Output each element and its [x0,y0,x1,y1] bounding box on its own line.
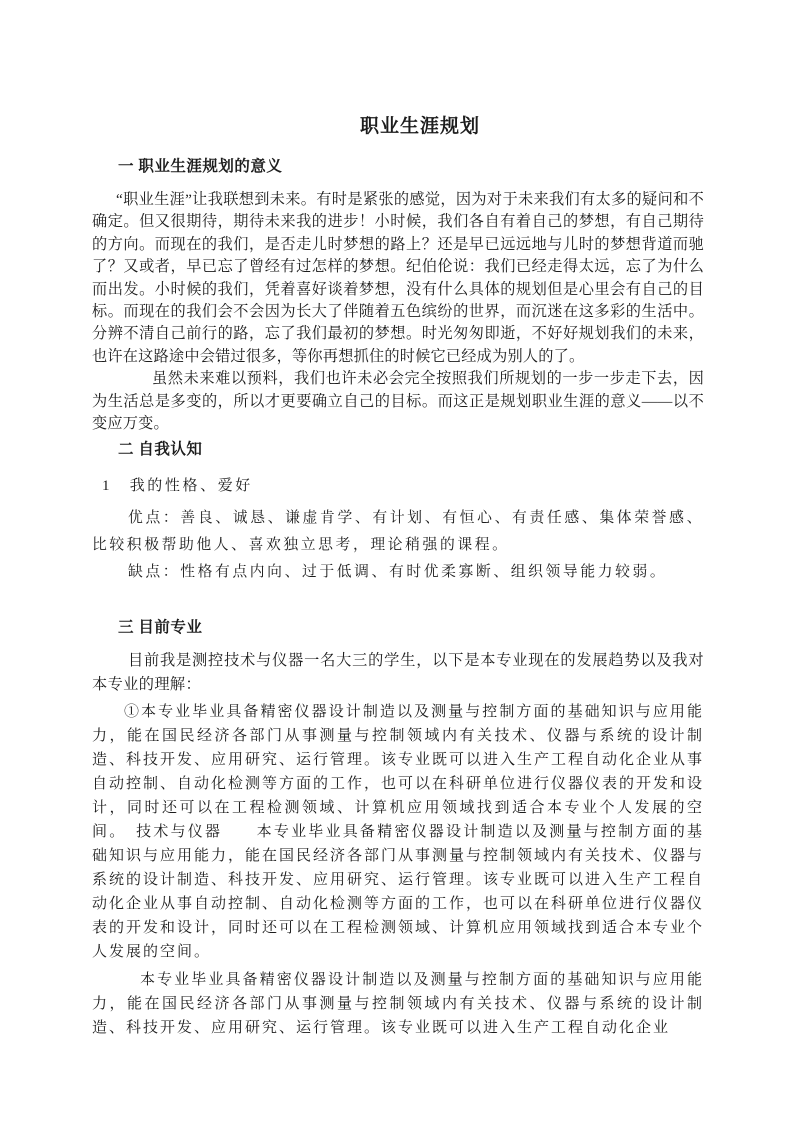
section-3-intro-paragraph: 目前我是测控技术与仪器一名大三的学生，以下是本专业现在的发展趋势以及我对本专业的理解： [92,652,704,694]
weaknesses-paragraph: 缺点：性格有点内向、过于低调、有时优柔寡断、组织领导能力较弱。 [128,564,668,581]
strengths-paragraph: 优点：善良、诚恳、谦虚肯学、有计划、有恒心、有责任感、集体荣誉感、比较积极帮助他人、喜欢独立思考，理论稍强的课程。 [92,510,704,554]
section-1-paragraph-2: 虽然未来难以预料，我们也许未必会完全按照我们所规划的一步一步走下去，因为生活总是多变的，所以才更要确立自己的目标。而这正是规划职业生涯的意义——以不变应万变。 [92,370,704,433]
section-2-heading: 二 自我认知 [118,441,203,459]
section-1-heading: 一 职业生涯规划的意义 [118,158,283,175]
section-3-closing-paragraph: 本专业毕业具备精密仪器设计制造以及测量与控制方面的基础知识与应用能力，能在国民经济各部门从事测量与控制领域内有关技术、仪器与系统的设计制造、科技开发、应用研究、运行管理。该专业既可以进入生产工程自动化企业 [92,972,704,1037]
section-3-item-1-paragraph: ①本专业毕业具备精密仪器设计制造以及测量与控制方面的基础知识与应用能力，能在国民经济各部门从事测量与控制领域内有关技术、仪器与系统的设计制造、科技开发、应用研究、运行管理。该专业既可以进入生产工程自动化企业从事自动控制、自动化检测等方面的工作，也可以在科研单位进行仪器仪表的开发和设计，同时还可以在工程检测领域、计算机应用领域找到适合本专业个人发展的空间。 技术与仪器 本专业毕业具备精密仪器设计制造以及测量与控制方面的基础知识与应用能力，能在国民经济各部门从事测量与控制领域内有关技术、仪器与系统的设计制造、科技开发、应用研究、运行管理。该专业既可以进入生产工程自动化企业从事自动控制、自动化检测等方面的工作，也可以在科研单位进行仪器仪表的开发和设计，同时还可以在工程检测领域、计算机应用领域找到适合本专业个人发展的空间。 [92,704,705,961]
document-title: 职业生涯规划 [359,116,480,137]
section-3-heading: 三 目前专业 [118,619,203,637]
section-1-paragraph-1: “职业生涯”让我联想到未来。有时是紧张的感觉，因为对于未来我们有太多的疑问和不确定。但又很期待，期待未来我的进步！小时候，我们各自有着自己的梦想，有自己期待的方向。而现在的我们，是否走儿时梦想的路上？还是早已远远地与儿时的梦想背道而驰了？又或者，早已忘了曾经有过怎样的梦想。纪伯伦说：我们已经走得太远，忘了为什么而出发。小时候的我们，凭着喜好谈着梦想，没有什么具体的规划但是心里会有自己的目标。而现在的我们会不会因为长大了伴随着五色缤纷的世界，而沉迷在这多彩的生活中。分辨不清自己前行的路，忘了我们最初的梦想。时光匆匆即逝，不好好规划我们的未来，也许在这路途中会错过很多，等你再想抓住的时候它已经成为别人的了。 [92,191,704,365]
section-2-subheading: 1 我的性格、爱好 [102,478,253,495]
